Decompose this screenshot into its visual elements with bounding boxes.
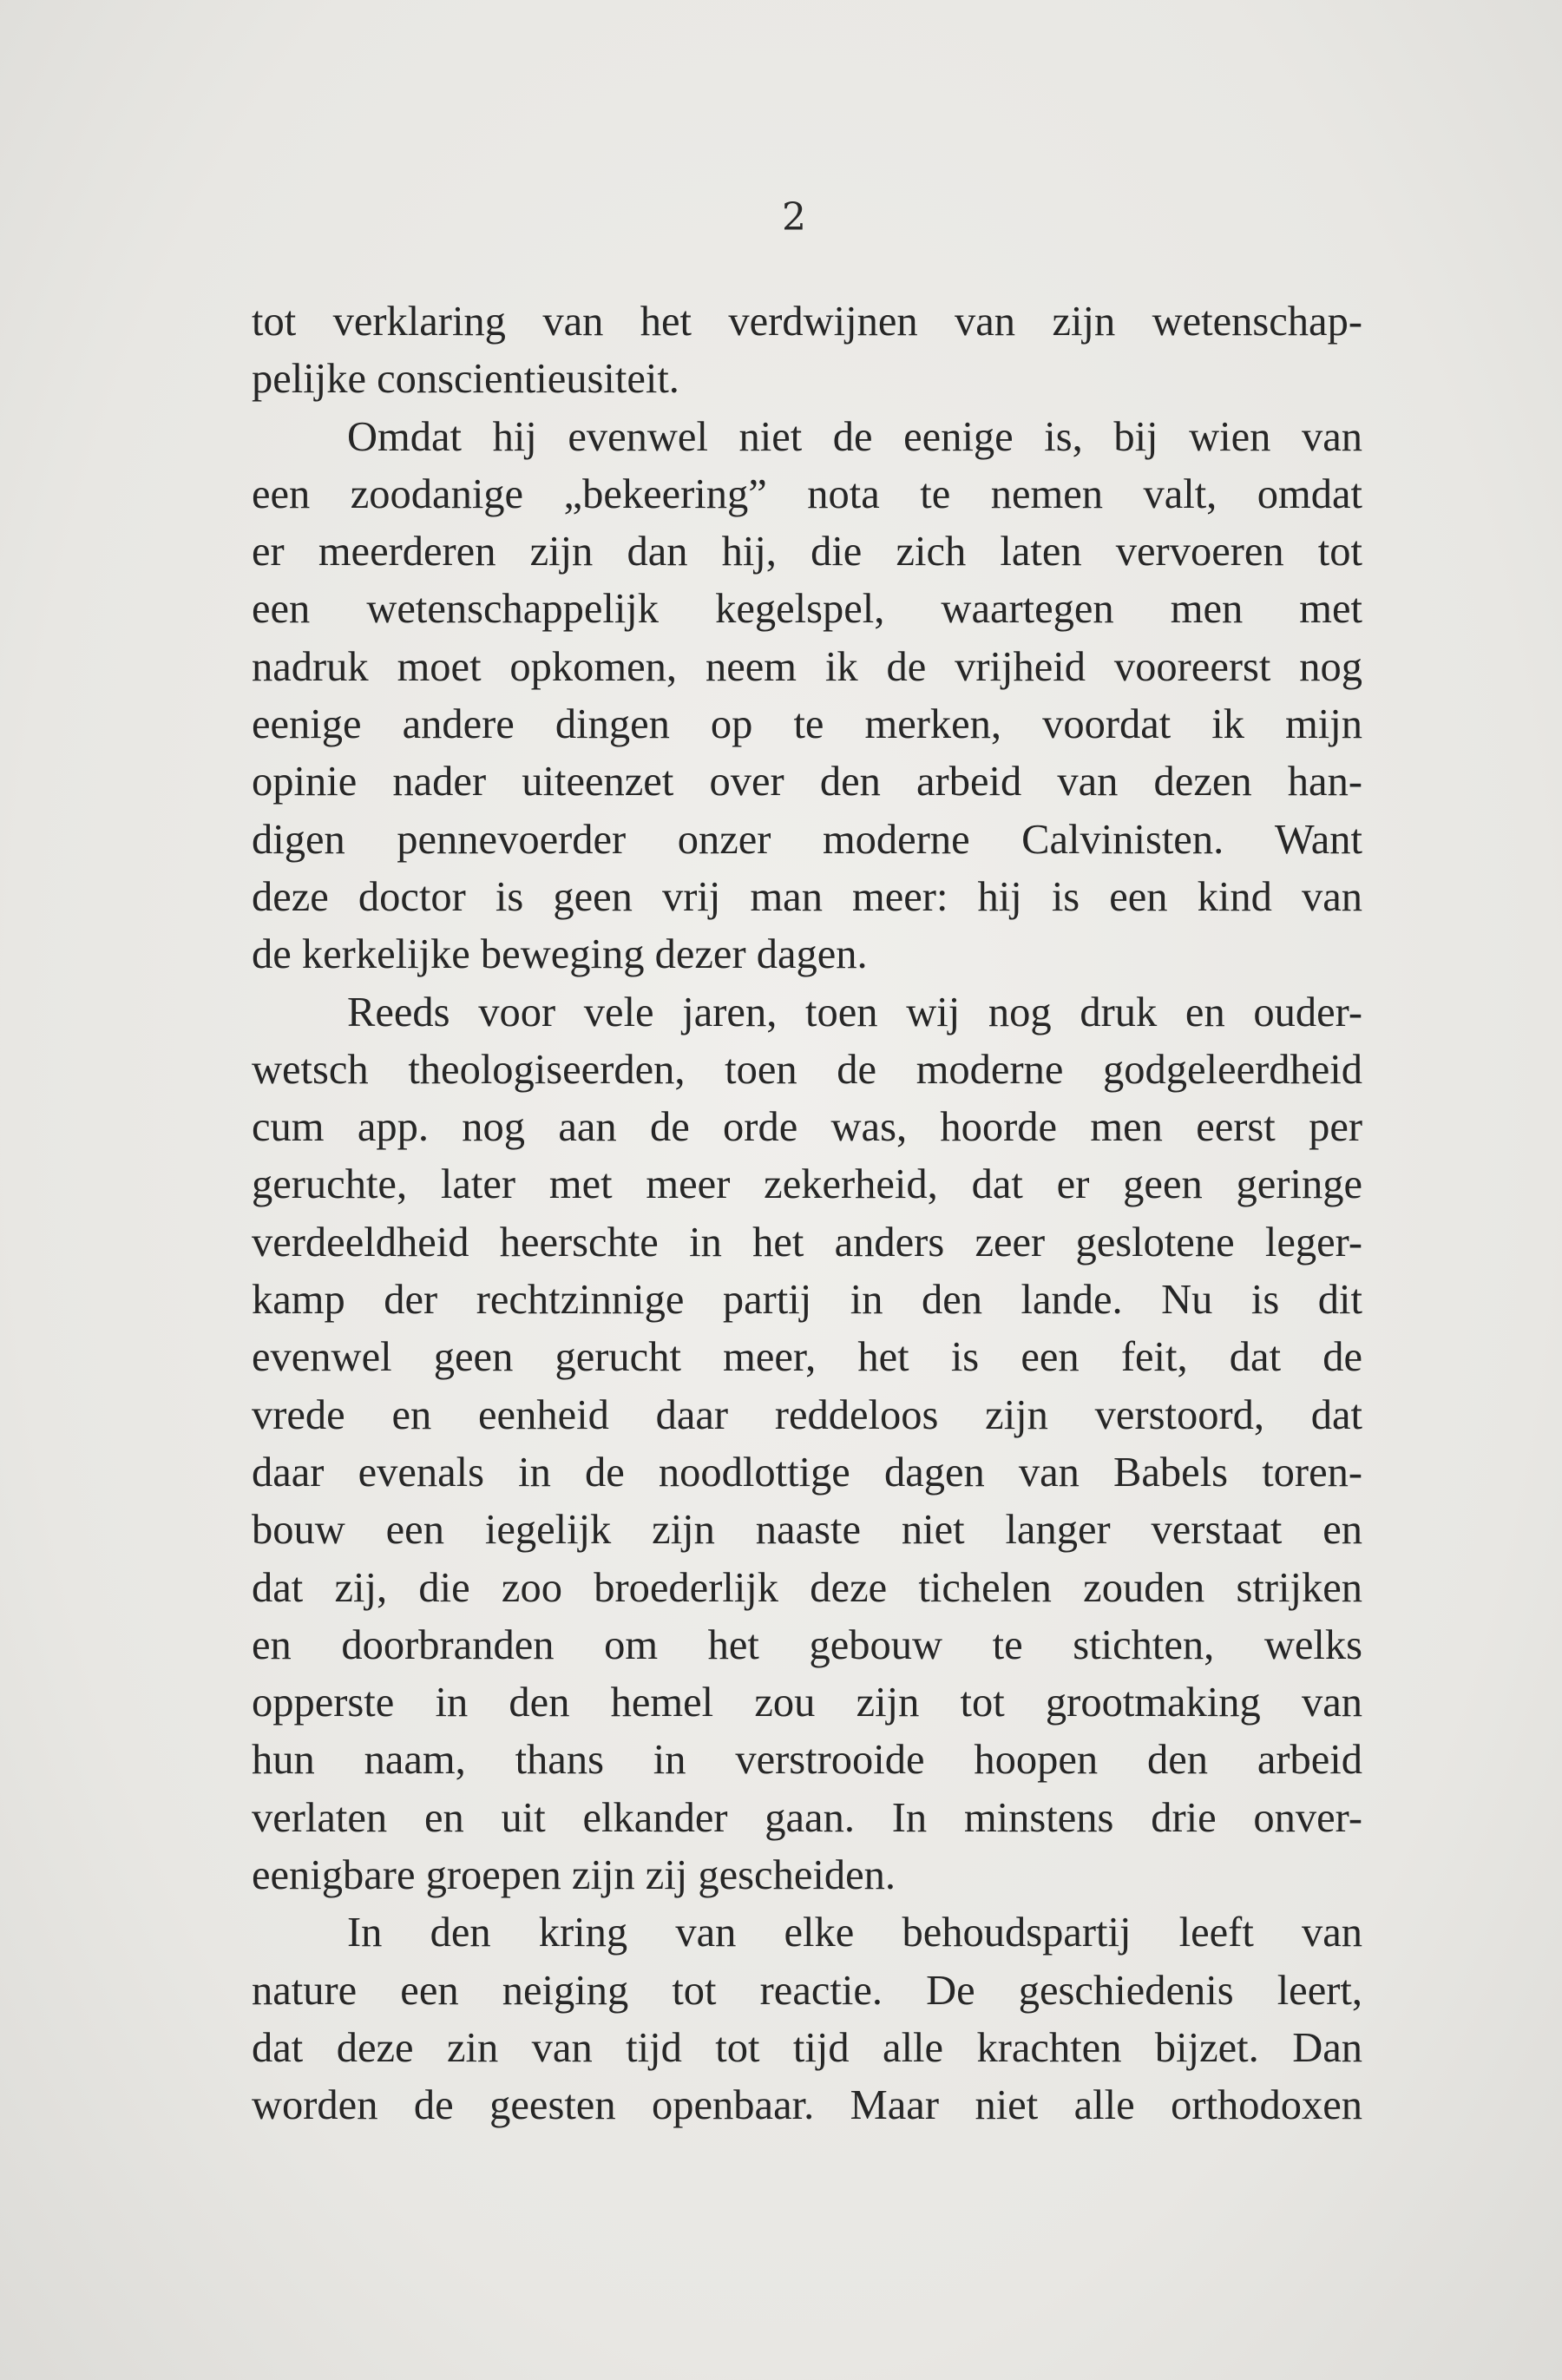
text-line: opperste in den hemel zou zijn tot grootmaking van [252, 1680, 1362, 1726]
text-line: nadruk moet opkomen, neem ik de vrijheid vooreerst nog [252, 643, 1362, 690]
text-line: verdeeldheid heerschte in het anders zeer geslotene leger- [252, 1219, 1362, 1266]
text-line: nature een neiging tot reactie. De geschiedenis leert, [252, 1967, 1362, 2014]
text-line: pelijke conscientieusiteit. [252, 356, 679, 403]
text-line: verlaten en uit elkander gaan. In minstens drie onver- [252, 1794, 1362, 1841]
text-line: tot verklaring van het verdwijnen van zijn wetenschap- [252, 299, 1362, 345]
text-line: vrede en eenheid daar reddeloos zijn verstoord, dat [252, 1391, 1362, 1438]
text-line: een wetenschappelijk kegelspel, waartegen men met [252, 586, 1362, 633]
text-line: evenwel geen gerucht meer, het is een feit, dat de [252, 1334, 1362, 1381]
text-line: In den kring van elke behoudspartij leeft van [347, 1910, 1362, 1956]
text-line: een zoodanige „bekeering” nota te nemen valt, omdat [252, 470, 1362, 517]
text-line: deze doctor is geen vrij man meer: hij is een kind van [252, 873, 1362, 920]
text-line: opinie nader uiteenzet over den arbeid van dezen han- [252, 759, 1362, 805]
text-line: kamp der rechtzinnige partij in den lande. Nu is dit [252, 1277, 1362, 1324]
text-line: er meerderen zijn dan hij, die zich laten vervoeren tot [252, 529, 1362, 575]
text-line: hun naam, thans in verstrooide hoopen den arbeid [252, 1737, 1362, 1784]
page-number: 2 [782, 195, 806, 240]
text-line: dat zij, die zoo broederlijk deze tichelen zouden strijken [252, 1564, 1362, 1611]
text-line: eenige andere dingen op te merken, voordat ik mijn [252, 701, 1362, 748]
text-line: bouw een iegelijk zijn naaste niet langer verstaat en [252, 1507, 1362, 1554]
text-line: cum app. nog aan de orde was, hoorde men eerst per [252, 1104, 1362, 1151]
text-line: geruchte, later met meer zekerheid, dat er geen geringe [252, 1161, 1362, 1208]
text-line: en doorbranden om het gebouw te stichten, welks [252, 1621, 1362, 1668]
text-line: Omdat hij evenwel niet de eenige is, bij wien van [347, 413, 1362, 460]
text-line: daar evenals in de noodlottige dagen van Babels toren- [252, 1449, 1362, 1496]
text-line: de kerkelijke beweging dezer dagen. [252, 931, 868, 978]
text-line: eenigbare groepen zijn zij gescheiden. [252, 1852, 896, 1899]
text-line: wetsch theologiseerden, toen de moderne godgeleerdheid [252, 1046, 1362, 1093]
body-text [252, 293, 1362, 2135]
text-line: Reeds voor vele jaren, toen wij nog druk en ouder- [347, 989, 1362, 1035]
text-line: digen pennevoerder onzer moderne Calvinisten. Want [252, 816, 1362, 863]
text-line: dat deze zin van tijd tot tijd alle krachten bijzet. Dan [252, 2024, 1362, 2071]
text-line: worden de geesten openbaar. Maar niet alle orthodoxen [252, 2082, 1362, 2129]
